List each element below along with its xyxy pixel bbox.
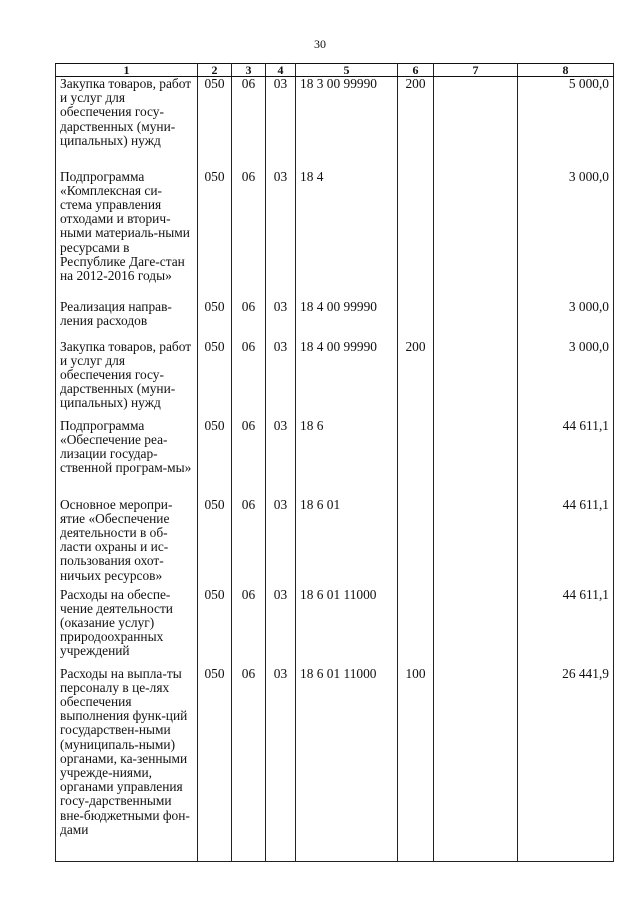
table-row [56,588,614,667]
row-ministry-code: 050 [198,340,232,419]
row-col7 [434,77,518,170]
row-section-code: 06 [232,170,266,300]
row-ministry-code: 050 [198,77,232,170]
row-target-code: 18 6 01 [296,498,398,588]
row-subsection-code: 03 [266,340,296,419]
row-col7 [434,170,518,300]
row-amount: 44 611,1 [518,498,614,588]
row-subsection-code: 03 [266,498,296,588]
row-target-code: 18 4 00 99990 [296,340,398,419]
row-expense-type: 200 [398,77,434,170]
row-subsection-code: 03 [266,170,296,300]
row-section-code: 06 [232,667,266,862]
row-target-code: 18 6 01 11000 [296,588,398,667]
table-row [56,77,614,170]
table-row [56,170,614,300]
col-header-3: 3 [232,64,266,77]
row-target-code: 18 4 00 99990 [296,300,398,340]
row-ministry-code: 050 [198,588,232,667]
row-amount: 26 441,9 [518,667,614,862]
budget-table [55,63,614,862]
row-col7 [434,300,518,340]
row-ministry-code: 050 [198,170,232,300]
row-ministry-code: 050 [198,667,232,862]
row-section-code: 06 [232,300,266,340]
row-col7 [434,588,518,667]
row-expense-type: 100 [398,667,434,862]
row-ministry-code: 050 [198,300,232,340]
row-col7 [434,340,518,419]
row-expense-type [398,498,434,588]
row-col7 [434,498,518,588]
header-row [56,64,614,77]
table-row [56,498,614,588]
table-row [56,667,614,862]
col-header-1: 1 [56,64,198,77]
row-amount: 3 000,0 [518,170,614,300]
row-target-code: 18 3 00 99990 [296,77,398,170]
col-header-7: 7 [434,64,518,77]
row-target-code: 18 6 01 11000 [296,667,398,862]
row-expense-type: 200 [398,340,434,419]
row-name: Расходы на выпла-ты персоналу в це-лях обеспечения выполнения функ-ций государствен-ными (муниципаль-ными) органами, ка-зенными учрежде-ниями, органами управления госу-дарственными вне-бюджетными фон-дами [56,667,198,862]
row-expense-type [398,588,434,667]
row-amount: 3 000,0 [518,300,614,340]
row-section-code: 06 [232,588,266,667]
row-subsection-code: 03 [266,667,296,862]
row-expense-type [398,170,434,300]
row-name: Подпрограмма «Обеспечение реа-лизации государ-ственной програм-мы» [56,419,198,498]
col-header-4: 4 [266,64,296,77]
table-row [56,340,614,419]
row-section-code: 06 [232,340,266,419]
col-header-2: 2 [198,64,232,77]
table-row [56,300,614,340]
row-section-code: 06 [232,498,266,588]
row-target-code: 18 4 [296,170,398,300]
row-amount: 44 611,1 [518,588,614,667]
row-amount: 5 000,0 [518,77,614,170]
row-ministry-code: 050 [198,419,232,498]
row-expense-type [398,419,434,498]
row-subsection-code: 03 [266,77,296,170]
row-target-code: 18 6 [296,419,398,498]
row-subsection-code: 03 [266,588,296,667]
row-name: Закупка товаров, работ и услуг для обеспечения госу-дарственных (муни-ципальных) нужд [56,77,198,170]
row-name: Закупка товаров, работ и услуг для обеспечения госу-дарственных (муни-ципальных) нужд [56,340,198,419]
row-section-code: 06 [232,77,266,170]
table-row [56,419,614,498]
col-header-6: 6 [398,64,434,77]
col-header-8: 8 [518,64,614,77]
col-header-5: 5 [296,64,398,77]
row-col7 [434,667,518,862]
row-name: Основное меропри-ятие «Обеспечение деятельности в об-ласти охраны и ис-пользования охот-ничьих ресурсов» [56,498,198,588]
row-name: Подпрограмма «Комплексная си-стема управления отходами и вторич-ными материаль-ными ресурсами в Республике Даге-стан на 2012-2016 годы» [56,170,198,300]
page-number: 30 [314,37,326,51]
row-subsection-code: 03 [266,300,296,340]
row-section-code: 06 [232,419,266,498]
row-ministry-code: 050 [198,498,232,588]
row-name: Расходы на обеспе-чение деятельности (оказание услуг) природоохранных учреждений [56,588,198,667]
row-amount: 44 611,1 [518,419,614,498]
row-amount: 3 000,0 [518,340,614,419]
row-subsection-code: 03 [266,419,296,498]
row-name: Реализация направ-ления расходов [56,300,198,340]
row-expense-type [398,300,434,340]
row-col7 [434,419,518,498]
